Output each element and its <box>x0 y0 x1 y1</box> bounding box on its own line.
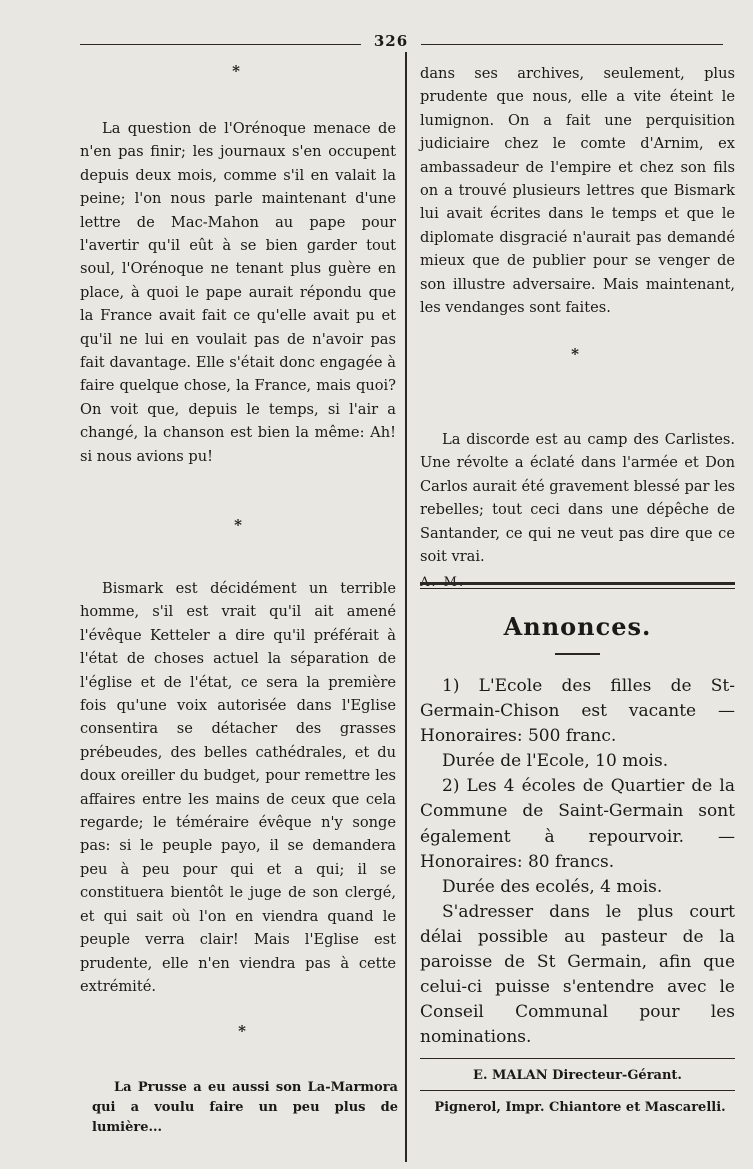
section-rule-thick <box>420 582 735 585</box>
footer-editor: E. MALAN Directeur-Gérant. <box>473 1068 682 1083</box>
announcements-title: Annonces. <box>503 612 652 641</box>
announcement-item: 1) L'Ecole des filles de St-Germain-Chison est vacante — Honoraires: 500 franc. <box>420 676 735 747</box>
section-star: * <box>571 345 579 363</box>
footer-printer: Pignerol, Impr. Chiantore et Mascarelli. <box>434 1100 726 1115</box>
announcement-item: S'adresser dans le plus court délai possible au pasteur de la paroisse de St Germain, afin que celui-ci puisse s'entendre avec le Conseil Communal pour les nominations. <box>420 901 735 1048</box>
announcement-item: Durée des ecolés, 4 mois. <box>442 876 663 897</box>
right-paragraph-2: La discorde est au camp des Carlistes. Une révolte a éclaté dans l'armée et Don Carlos aurait été gravement blessé par les rebelles; tout ceci dans une dépêche de Santander, ce qui ne veut pas dire que ce soit vrai. <box>420 431 735 566</box>
section-rule-thin <box>420 588 735 589</box>
announcement-item: 2) Les 4 écoles de Quartier de la Commune de Saint-Germain sont également à repourvoir. — Honoraires: 80 francs. <box>420 776 735 872</box>
right-article-2 <box>420 428 735 595</box>
announcements-list <box>420 674 735 1050</box>
footer-rule-2 <box>420 1090 735 1091</box>
title-dash <box>555 653 600 655</box>
footer-rule-1 <box>420 1058 735 1059</box>
announcement-item: Durée de l'Ecole, 10 mois. <box>442 751 669 772</box>
section-star: * <box>238 1022 246 1040</box>
right-paragraph-1: dans ses archives, seulement, plus prudente que nous, elle a vite éteint le lumignon. On a fait une perquisition judiciaire chez le comte d'Arnim, ex ambassadeur de l'empire et chez son fils on a trouvé plusieurs lettres que Bismark lui avait écrites dans le temps et que le diplomate disgracié n'aurait pas demandé mieux que de publier pour se venger de son illustre adversaire. Mais maintenant, les vendanges sont faites. <box>420 65 735 317</box>
section-star: * <box>232 62 240 80</box>
right-article-1 <box>420 62 735 319</box>
left-paragraph-3: La Prusse a eu aussi son La-Marmora qui a voulu faire un peu plus de lumière... <box>92 1080 398 1135</box>
left-article-1 <box>80 117 396 468</box>
left-paragraph-1: La question de l'Orénoque menace de n'en pas finir; les journaux s'en occupent depuis deux mois, comme s'il en valait la peine; l'on nous parle maintenant d'une lettre de Mac-Mahon au pape pour l'avertir qu'il eût à se bien garder tout soul, l'Orénoque ne tenant plus guère en place, à quoi le pape aurait répondu que la France avait fait ce qu'elle avait pu et qu'il ne lui en voulait pas de n'avoir pas fait davantage. Elle s'était donc engagée à faire quelque chose, la France, mais quoi? On voit que, depuis le temps, si l'air a changé, la chanson est bien la même: Ah! si nous avions pu! <box>80 120 396 465</box>
page-number: 326 <box>361 32 421 50</box>
article-signature: A. M. <box>420 575 466 591</box>
left-article-2 <box>80 577 396 998</box>
column-divider <box>405 52 407 1162</box>
left-article-3 <box>92 1078 398 1138</box>
section-star: * <box>234 516 242 534</box>
left-paragraph-2: Bismark est décidément un terrible homme, s'il est vrait qu'il ait amené l'évêque Ketteler a dire qu'il préférait à l'état de choses actuel la séparation de l'église et de l'état, ce sera la première fois qu'une voix autorisée dans l'Eglise consentira se détacher des grasses prébeudes, des belles cathédrales, et du doux oreiller du budget, pour remettre les affaires entre les mains de ceux que cela regarde; le téméraire évêque n'y songe pas: si le peuple payo, il se demandera peu à peu pour qui et a qui; il se constituera bientôt le juge de son clergé, et qui sait où l'on en viendra quand le peuple verra clair! Mais l'Eglise est prudente, elle n'en viendra pas à cette extrémité. <box>80 580 396 995</box>
